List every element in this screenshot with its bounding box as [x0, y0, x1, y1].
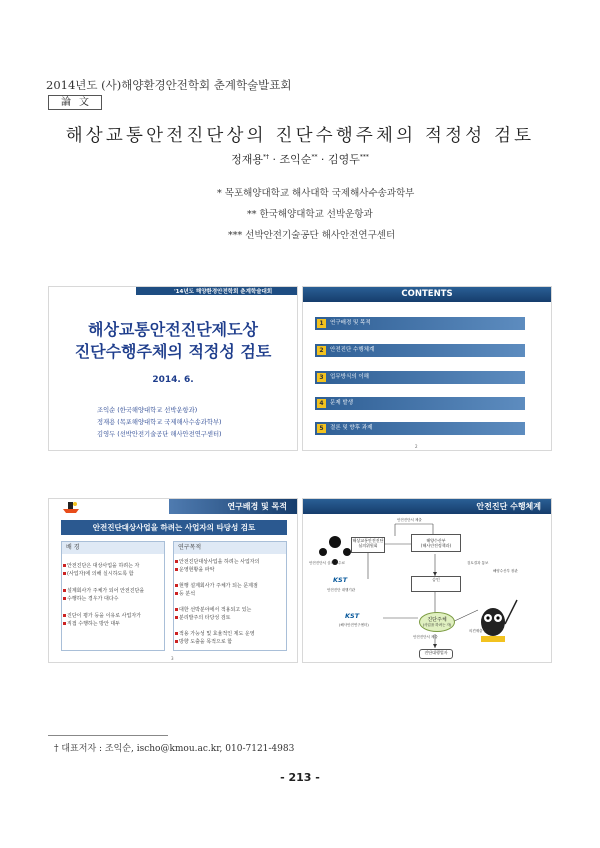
contents-item — [315, 422, 525, 435]
author-mark: *** — [359, 153, 369, 161]
flow-box-approve: 승인 — [411, 576, 461, 592]
bullet-text: 설계회사가 주체가 되어 안전진단을 — [67, 588, 145, 594]
flow-box-title: 해양수산부 — [426, 538, 446, 543]
flow-oval-project — [419, 612, 455, 632]
flow-label: 의견제출 통보 — [469, 629, 491, 633]
author-name: 김영두 — [327, 153, 360, 166]
slide-author: 조익순 (한국해양대학교 선박운항과) — [97, 407, 198, 414]
bullet-text-cont: 등 분석 — [179, 591, 196, 597]
contents-label: 안전진단 수행체계 — [330, 347, 375, 353]
slide-page-number: 2 — [415, 444, 418, 449]
bullet-text-cont: 방향 도출을 목적으로 함 — [179, 639, 233, 645]
flow-oval-title: 진단주체 — [427, 617, 447, 623]
contents-number: 3 — [317, 373, 326, 382]
flow-box-ministry — [411, 534, 461, 552]
bullet-text-cont: 운영현황을 파악 — [179, 567, 215, 573]
contents-number: 5 — [317, 424, 326, 433]
slide-author: 정재용 (목포해양대학교 국제해사수송과학부) — [97, 419, 222, 426]
contents-number: 1 — [317, 319, 326, 328]
bullet-text: 적용 가능성 및 효율적인 제도 운영 — [179, 631, 255, 637]
flow-box-subtitle: (해사안전정책과) — [420, 543, 452, 548]
slide-page-number: 3 — [171, 656, 174, 661]
bullet-text: 진단이 평가 등을 이유로 사업자가 — [67, 613, 141, 619]
author-name: 조익순 — [279, 153, 312, 166]
flow-oval-subtitle: (사업을 하려는 자) — [422, 623, 452, 627]
flow-label: 안전진단서 제출 — [397, 518, 422, 522]
bullet-text-cont: (사업자)에 의해 실시하도록 함 — [67, 571, 134, 577]
slide-diagnosis-system — [302, 498, 552, 663]
bullet-text: 안전진단대상사업을 하려는 사업자의 — [179, 559, 260, 565]
contents-item — [315, 344, 525, 357]
bullet-text: 안전진단은 대상사업을 하려는 자 — [67, 563, 140, 569]
contents-number: 4 — [317, 399, 326, 408]
contents-item — [315, 397, 525, 410]
conference-header: 2014년도 (사)해양환경안전학회 춘계학술발표회 — [46, 78, 292, 92]
author-mark: ** — [311, 153, 318, 161]
contents-label: 문제 발생 — [330, 400, 354, 406]
slide-subheading: 안전진단대상사업을 하려는 사업자의 타당성 검토 — [61, 520, 287, 535]
contents-number: 2 — [317, 346, 326, 355]
slide-title — [48, 286, 298, 451]
author-mark: *† — [263, 153, 270, 161]
contents-label: 결론 및 향후 과제 — [330, 425, 373, 431]
slide-heading: 연구배경 및 목적 — [227, 502, 287, 511]
slide-conference-label: '14년도 해양환경안전학회 춘계학술대회 — [174, 289, 273, 295]
flow-box-committee: 해상교통안전진단 심의위원회 — [351, 537, 385, 553]
page-number: - 213 - — [280, 771, 320, 784]
column-heading: 배 경 — [62, 542, 164, 554]
slide-heading: 안전진단 수행체계 — [476, 502, 541, 511]
kst-logo: KST — [345, 612, 360, 620]
contents-item — [315, 317, 525, 330]
author-list — [0, 151, 600, 167]
flow-label: 안전진단서 심의 수수료 — [309, 561, 346, 565]
flow-box-agent: 진단대행업자 — [419, 649, 453, 659]
background-column — [61, 541, 165, 651]
affiliation: ** 한국해양대학교 선박운항과 — [247, 209, 373, 220]
footnote-rule — [48, 735, 168, 736]
purpose-column — [173, 541, 287, 651]
contents-label: 업무방식의 이해 — [330, 374, 369, 380]
flow-label: 검토결과 통보 — [467, 561, 489, 565]
slide-background — [48, 498, 298, 663]
flow-label: 해양수산부 장관 — [493, 569, 518, 573]
slide-heading: CONTENTS — [401, 289, 453, 299]
bullet-text-cont: 직접 수행하는 방안 대두 — [67, 621, 121, 627]
ship-logo-icon — [61, 499, 81, 514]
flow-label: 안전진단 대행기관 — [327, 588, 356, 592]
flow-label: (해사안전연구센터) — [339, 623, 369, 627]
author-separator: · — [317, 153, 328, 166]
contents-item — [315, 371, 525, 384]
bullet-text: 현행 설계회사가 주체가 되는 문제점 — [179, 583, 258, 589]
contents-label: 연구배경 및 목적 — [330, 320, 371, 326]
slide-title-line: 해상교통안전진단제도상 — [87, 320, 259, 339]
paper-title: 해상교통안전진단상의 진단수행주체의 적정성 검토 — [65, 126, 535, 146]
footnote: † 대표저자 : 조익순, ischo@kmou.ac.kr, 010-7121-4983 — [54, 744, 295, 754]
affiliation: *** 선박안전기술공단 해사안전연구센터 — [228, 230, 396, 241]
kst-logo: KST — [333, 576, 348, 584]
bullet-text: 대한 선박분야에서 적용되고 있는 — [179, 607, 252, 613]
column-heading: 연구목적 — [174, 542, 286, 554]
flow-label: 안전진단서 제출 — [413, 635, 438, 639]
slide-contents — [302, 286, 552, 451]
bullet-text-cont: 수행하는 경우가 대다수 — [67, 596, 119, 602]
slide-title-line: 진단수행주체의 적정성 검토 — [74, 342, 272, 361]
affiliation: * 목포해양대학교 해사대학 국제해사수송과학부 — [217, 188, 415, 199]
slide-author: 김영두 (선박안전기술공단 해사안전연구센터) — [97, 431, 222, 438]
author-name: 정재용 — [231, 153, 264, 166]
bullet-text-cont: 분리발주의 타당성 검토 — [179, 615, 231, 621]
slide-date: 2014. 6. — [152, 375, 194, 385]
paper-type-label: 論文 — [48, 95, 102, 110]
author-separator: · — [269, 153, 280, 166]
